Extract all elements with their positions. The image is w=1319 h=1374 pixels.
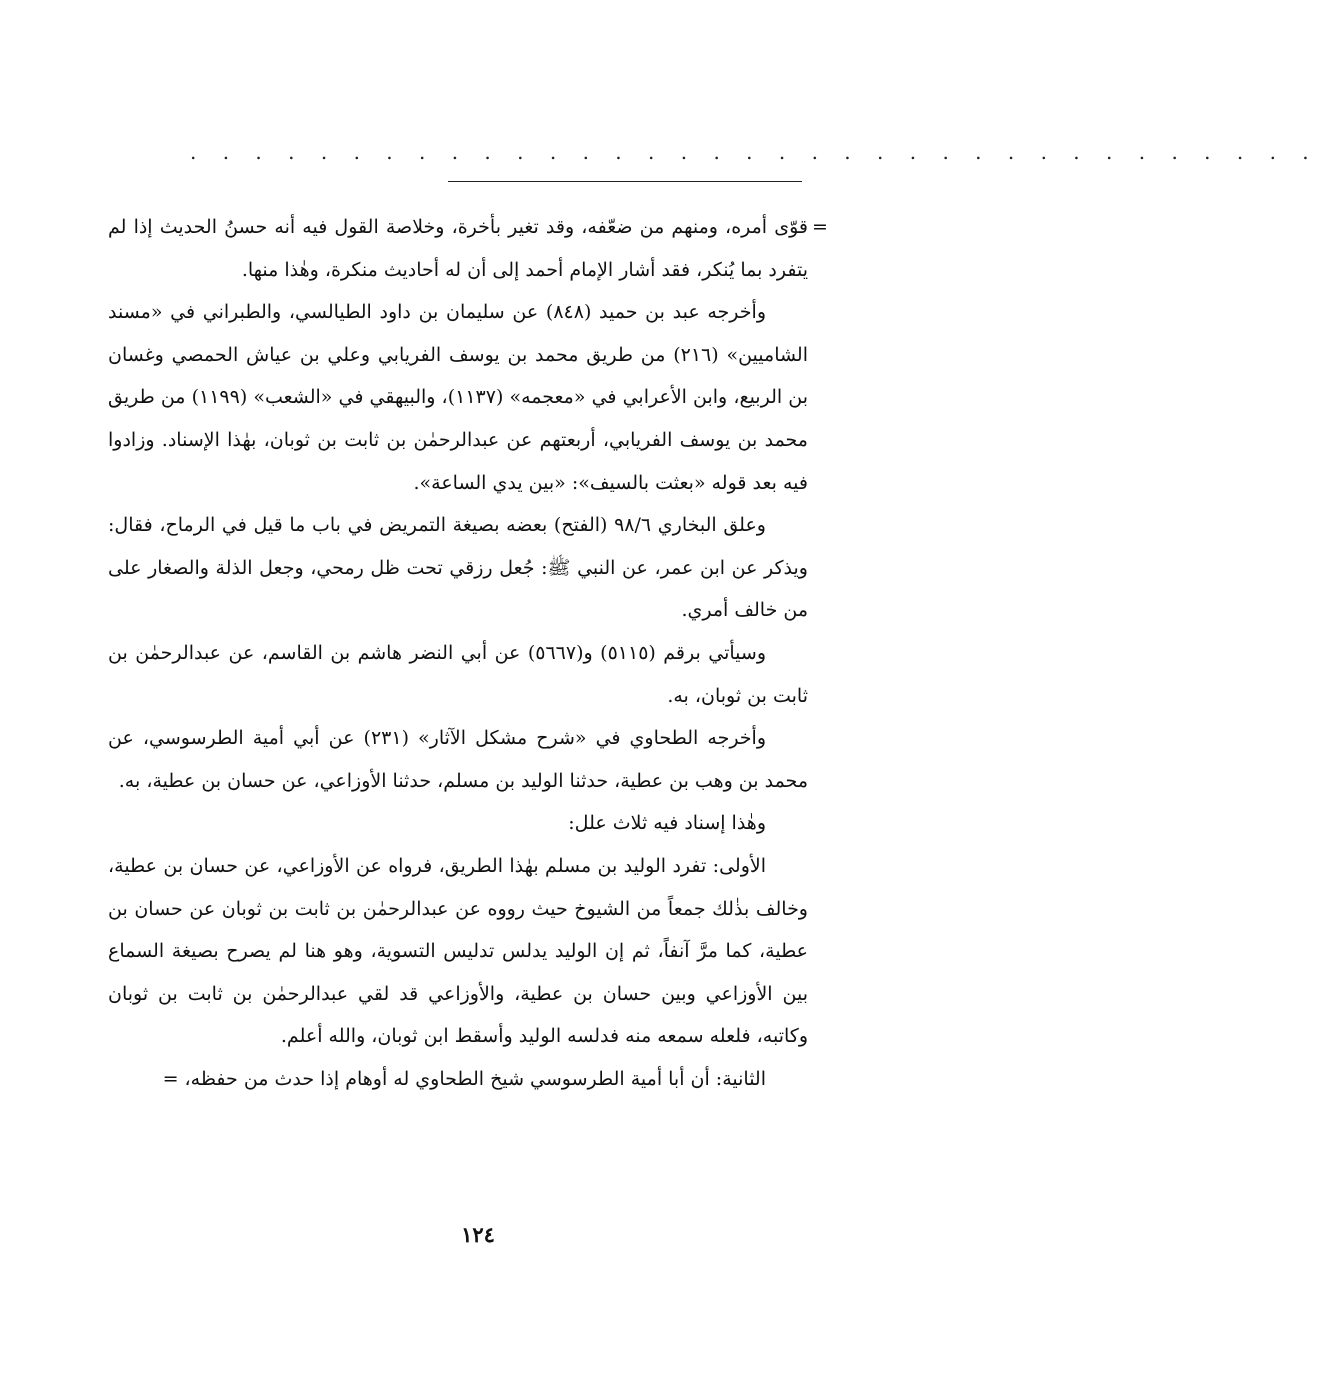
paragraph-continuation: قوّى أمره، ومنهم من ضعّفه، وقد تغير بأخرة، وخلاصة القول فيه أنه حسنُ الحديث إذا لم يتفرد بما يُنكر، فقد أشار الإمام أحمد إلى أن له أحاديث منكرة، وهٰذا منها. xyxy=(108,216,808,281)
paragraph-ilal-heading: وهٰذا إسناد فيه ثلاث علل: xyxy=(568,812,766,835)
continuation-mark-end: = xyxy=(162,1067,179,1090)
paragraph-bukhari-taliq: وعلق البخاري ٩٨/٦ (الفتح) بعضه بصيغة التمريض في باب ما قيل في الرماح، فقال: ويذكر عن ابن عمر، عن النبي ﷺ: جُعل رزقي تحت ظل رمحي، وجعل الذلة والصغار على من خالف أمري. xyxy=(108,514,808,622)
page-number: ١٢٤ xyxy=(461,1222,495,1247)
paragraph-first-illa: الأولى: تفرد الوليد بن مسلم بهٰذا الطريق، فرواه عن الأوزاعي، عن حسان بن عطية، وخالف بذٰلك جمعاً من الشيوخ حيث رووه عن عبدالرحمٰن بن ثابت بن ثوبان عن حسان بن عطية، كما مرَّ آنفاً، ثم إن الوليد يدلس تدليس التسوية، وهو هنا لم يصرح بصيغة السماع بين الأوزاعي وبين حسان بن عطية، والأوزاعي قد لقي عبدالرحمٰن بن ثابت بن ثوبان وكاتبه، فلعله سمعه منه فدلسه الوليد وأسقط ابن ثوبان، والله أعلم. xyxy=(108,854,808,1048)
paragraph-second-illa-text: الثانية: أن أبا أمية الطرسوسي شيخ الطحاوي له أوهام إذا حدث من حفظه، xyxy=(184,1067,766,1090)
paragraph-sayati: وسيأتي برقم (٥١١٥) و(٥٦٦٧) عن أبي النضر هاشم بن القاسم، عن عبدالرحمٰن بن ثابت بن ثوبان، به. xyxy=(108,641,808,707)
paragraph-takhrij-abd-bin-humaid: وأخرجه عبد بن حميد (٨٤٨) عن سليمان بن داود الطيالسي، والطبراني في «مسند الشاميين» (٢١٦) من طريق محمد بن يوسف الفريابي وعلي بن عياش الحمصي وغسان بن الربيع، وابن الأعرابي في «معجمه» (١١٣٧)، والبيهقي في «الشعب» (١١٩٩) من طريق محمد بن يوسف الفريابي، أربعتهم عن عبدالرحمٰن بن ثابت بن ثوبان، بهٰذا الإسناد. وزادوا فيه بعد قوله «بعثت بالسيف»: «بين يدي الساعة». xyxy=(108,301,808,494)
paragraph-second-illa xyxy=(108,1058,808,1101)
continuation-mark-start: = xyxy=(812,216,828,238)
paragraph-tahawi: وأخرجه الطحاوي في «شرح مشكل الآثار» (٢٣١) عن أبي أمية الطرسوسي، عن محمد بن وهب بن عطية، حدثنا الوليد بن مسلم، حدثنا الأوزاعي، عن حسان بن عطية، به. xyxy=(108,727,808,792)
footnote-text xyxy=(108,206,808,1100)
footnote-rule xyxy=(448,181,802,182)
footnote-separator-dots: . . . . . . . . . . . . . . . . . . . . . . . . . . . . . . . . . . . xyxy=(190,140,1319,164)
